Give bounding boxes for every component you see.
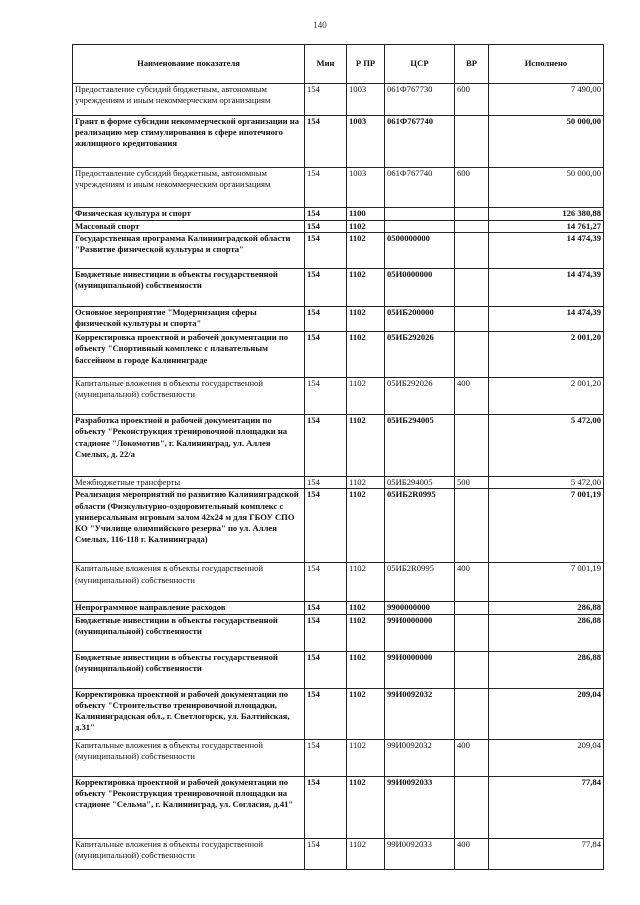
cell-name: Предоставление субсидий бюджетным, автономным учреждениям и иным некоммерческим организациям <box>73 84 305 116</box>
cell-min: 154 <box>305 332 347 378</box>
cell-rzpr: 1102 <box>347 415 385 477</box>
cell-rzpr: 1100 <box>347 208 385 221</box>
cell-vr <box>455 688 489 739</box>
cell-name: Непрограммное направление расходов <box>73 602 305 614</box>
cell-min: 154 <box>305 688 347 739</box>
cell-vr <box>455 415 489 477</box>
cell-name: Капитальные вложения в объекты государственной (муниципальной) собственности <box>73 739 305 776</box>
cell-min: 154 <box>305 221 347 233</box>
cell-done: 286,88 <box>489 651 604 688</box>
table-row <box>73 489 604 563</box>
cell-rzpr: 1102 <box>347 614 385 651</box>
cell-min: 154 <box>305 489 347 563</box>
cell-min: 154 <box>305 563 347 602</box>
column-header-done: Исполнено <box>489 45 604 84</box>
cell-rzpr: 1102 <box>347 651 385 688</box>
cell-name: Бюджетные инвестиции в объекты государственной (муниципальной) собственности <box>73 614 305 651</box>
cell-csr: 05ИБ292026 <box>385 378 455 415</box>
cell-rzpr: 1003 <box>347 84 385 116</box>
cell-name: Корректировка проектной и рабочей документации по объекту "Строительство тренировочной площадки, Калининградская обл., г. Светлогорск, ул. Балтийская, д.31" <box>73 688 305 739</box>
cell-name: Разработка проектной и рабочей документации по объекту "Реконструкция тренировочной площадки на стадионе "Локомотив", г. Калининград, ул. Аллея Смелых, д. 22/а <box>73 415 305 477</box>
cell-rzpr: 1102 <box>347 602 385 614</box>
table-row <box>73 614 604 651</box>
cell-csr: 05ИБ294005 <box>385 415 455 477</box>
cell-name: Предоставление субсидий бюджетным, автономным учреждениям и иным некоммерческим организациям <box>73 168 305 208</box>
cell-min: 154 <box>305 739 347 776</box>
table-row <box>73 221 604 233</box>
table-row <box>73 688 604 739</box>
cell-name: Капитальные вложения в объекты государственной (муниципальной) собственности <box>73 563 305 602</box>
cell-vr <box>455 116 489 168</box>
cell-rzpr: 1102 <box>347 221 385 233</box>
cell-rzpr: 1102 <box>347 307 385 332</box>
cell-name: Физическая культура и спорт <box>73 208 305 221</box>
cell-min: 154 <box>305 269 347 307</box>
cell-vr: 400 <box>455 378 489 415</box>
cell-min: 154 <box>305 776 347 838</box>
cell-csr: 99И0000000 <box>385 614 455 651</box>
table-row <box>73 651 604 688</box>
cell-min: 154 <box>305 208 347 221</box>
cell-name: Бюджетные инвестиции в объекты государственной (муниципальной) собственности <box>73 269 305 307</box>
cell-vr <box>455 269 489 307</box>
expenditure-table <box>72 44 604 870</box>
cell-min: 154 <box>305 84 347 116</box>
table-row <box>73 208 604 221</box>
cell-done: 286,88 <box>489 602 604 614</box>
cell-done: 7 490,00 <box>489 84 604 116</box>
cell-vr <box>455 208 489 221</box>
column-header-rzpr: Р ПР <box>347 45 385 84</box>
cell-csr: 061Ф767730 <box>385 84 455 116</box>
cell-vr: 400 <box>455 838 489 869</box>
column-header-min: Мин <box>305 45 347 84</box>
cell-name: Капитальные вложения в объекты государственной (муниципальной) собственности <box>73 838 305 869</box>
cell-rzpr: 1003 <box>347 168 385 208</box>
table-row <box>73 563 604 602</box>
table-row <box>73 84 604 116</box>
cell-done: 77,84 <box>489 776 604 838</box>
cell-vr <box>455 776 489 838</box>
cell-done: 50 000,00 <box>489 116 604 168</box>
cell-min: 154 <box>305 614 347 651</box>
page-number: 140 <box>313 20 327 30</box>
cell-done: 5 472,00 <box>489 477 604 489</box>
cell-csr: 05И0000000 <box>385 269 455 307</box>
cell-rzpr: 1102 <box>347 776 385 838</box>
cell-done: 50 000,00 <box>489 168 604 208</box>
cell-min: 154 <box>305 415 347 477</box>
cell-min: 154 <box>305 602 347 614</box>
cell-vr: 500 <box>455 477 489 489</box>
cell-done: 7 001,19 <box>489 563 604 602</box>
table-row <box>73 307 604 332</box>
cell-vr <box>455 233 489 269</box>
cell-done: 5 472,00 <box>489 415 604 477</box>
cell-name: Корректировка проектной и рабочей документации по объекту "Спортивный комплекс с плавательным бассейном в городе Калининграде <box>73 332 305 378</box>
cell-min: 154 <box>305 168 347 208</box>
table-row <box>73 415 604 477</box>
cell-rzpr: 1102 <box>347 269 385 307</box>
cell-csr: 99И0092033 <box>385 838 455 869</box>
table-row <box>73 477 604 489</box>
cell-rzpr: 1102 <box>347 477 385 489</box>
cell-done: 2 001,20 <box>489 378 604 415</box>
cell-vr <box>455 651 489 688</box>
cell-csr: 99И0092032 <box>385 739 455 776</box>
cell-min: 154 <box>305 233 347 269</box>
cell-name: Корректировка проектной и рабочей документации по объекту "Реконструкция тренировочной площадки на стадионе "Сельма", г. Калининград, ул. Согласия, д.41" <box>73 776 305 838</box>
cell-min: 154 <box>305 477 347 489</box>
cell-csr: 0500000000 <box>385 233 455 269</box>
cell-min: 154 <box>305 378 347 415</box>
cell-vr <box>455 221 489 233</box>
cell-csr: 05ИБ2R0995 <box>385 563 455 602</box>
cell-min: 154 <box>305 307 347 332</box>
cell-done: 14 474,39 <box>489 233 604 269</box>
table-header-row <box>73 45 604 84</box>
cell-csr: 05ИБ2R0995 <box>385 489 455 563</box>
cell-csr <box>385 208 455 221</box>
table-row <box>73 378 604 415</box>
cell-name: Реализация мероприятий по развитию Калининградской области (Физкультурно-оздоровительный комплекс с универсальным игровым залом 42х24 м для ГБОУ СПО КО "Училище олимпийского резерва" по ул. Аллея Смелых, 116-118 г. Калининграда) <box>73 489 305 563</box>
cell-vr: 600 <box>455 168 489 208</box>
cell-done: 209,04 <box>489 739 604 776</box>
cell-csr: 061Ф767740 <box>385 116 455 168</box>
cell-done: 126 380,88 <box>489 208 604 221</box>
cell-min: 154 <box>305 838 347 869</box>
cell-done: 14 474,39 <box>489 307 604 332</box>
cell-rzpr: 1102 <box>347 233 385 269</box>
cell-csr: 9900000000 <box>385 602 455 614</box>
cell-name: Основное мероприятие "Модернизация сферы физической культуры и спорта" <box>73 307 305 332</box>
column-header-vr: ВР <box>455 45 489 84</box>
cell-csr: 99И0000000 <box>385 651 455 688</box>
table-body <box>73 84 604 870</box>
table-row <box>73 332 604 378</box>
cell-vr <box>455 602 489 614</box>
cell-vr <box>455 489 489 563</box>
cell-rzpr: 1102 <box>347 378 385 415</box>
cell-min: 154 <box>305 116 347 168</box>
cell-done: 14 761,27 <box>489 221 604 233</box>
cell-rzpr: 1102 <box>347 332 385 378</box>
cell-name: Межбюджетные трансферты <box>73 477 305 489</box>
table-row <box>73 233 604 269</box>
cell-done: 7 001,19 <box>489 489 604 563</box>
cell-rzpr: 1102 <box>347 563 385 602</box>
column-header-csr: ЦСР <box>385 45 455 84</box>
cell-rzpr: 1102 <box>347 739 385 776</box>
cell-done: 2 001,20 <box>489 332 604 378</box>
cell-done: 209,04 <box>489 688 604 739</box>
table-row <box>73 168 604 208</box>
cell-vr <box>455 307 489 332</box>
table-row <box>73 739 604 776</box>
cell-rzpr: 1102 <box>347 838 385 869</box>
table-row <box>73 269 604 307</box>
cell-name: Бюджетные инвестиции в объекты государственной (муниципальной) собственности <box>73 651 305 688</box>
cell-csr: 99И0092032 <box>385 688 455 739</box>
cell-rzpr: 1102 <box>347 489 385 563</box>
cell-vr <box>455 614 489 651</box>
cell-csr <box>385 221 455 233</box>
table-row <box>73 776 604 838</box>
column-header-name: Наименование показателя <box>73 45 305 84</box>
cell-csr: 99И0092033 <box>385 776 455 838</box>
cell-name: Государственная программа Калининградской области "Развитие физической культуры и спорта" <box>73 233 305 269</box>
cell-done: 77,84 <box>489 838 604 869</box>
cell-vr: 600 <box>455 84 489 116</box>
cell-name: Капитальные вложения в объекты государственной (муниципальной) собственности <box>73 378 305 415</box>
cell-csr: 05ИБ292026 <box>385 332 455 378</box>
cell-vr: 400 <box>455 739 489 776</box>
cell-csr: 05ИБ294005 <box>385 477 455 489</box>
cell-vr <box>455 332 489 378</box>
table-row <box>73 838 604 869</box>
cell-csr: 061Ф767740 <box>385 168 455 208</box>
table-row <box>73 602 604 614</box>
cell-done: 14 474,39 <box>489 269 604 307</box>
cell-rzpr: 1003 <box>347 116 385 168</box>
cell-vr: 400 <box>455 563 489 602</box>
cell-min: 154 <box>305 651 347 688</box>
cell-csr: 05ИБ200000 <box>385 307 455 332</box>
cell-name: Массовый спорт <box>73 221 305 233</box>
cell-done: 286,88 <box>489 614 604 651</box>
cell-rzpr: 1102 <box>347 688 385 739</box>
table-row <box>73 116 604 168</box>
cell-name: Грант в форме субсидии некоммерческой организации на реализацию мер стимулирования в сфере ипотечного жилищного кредитования <box>73 116 305 168</box>
